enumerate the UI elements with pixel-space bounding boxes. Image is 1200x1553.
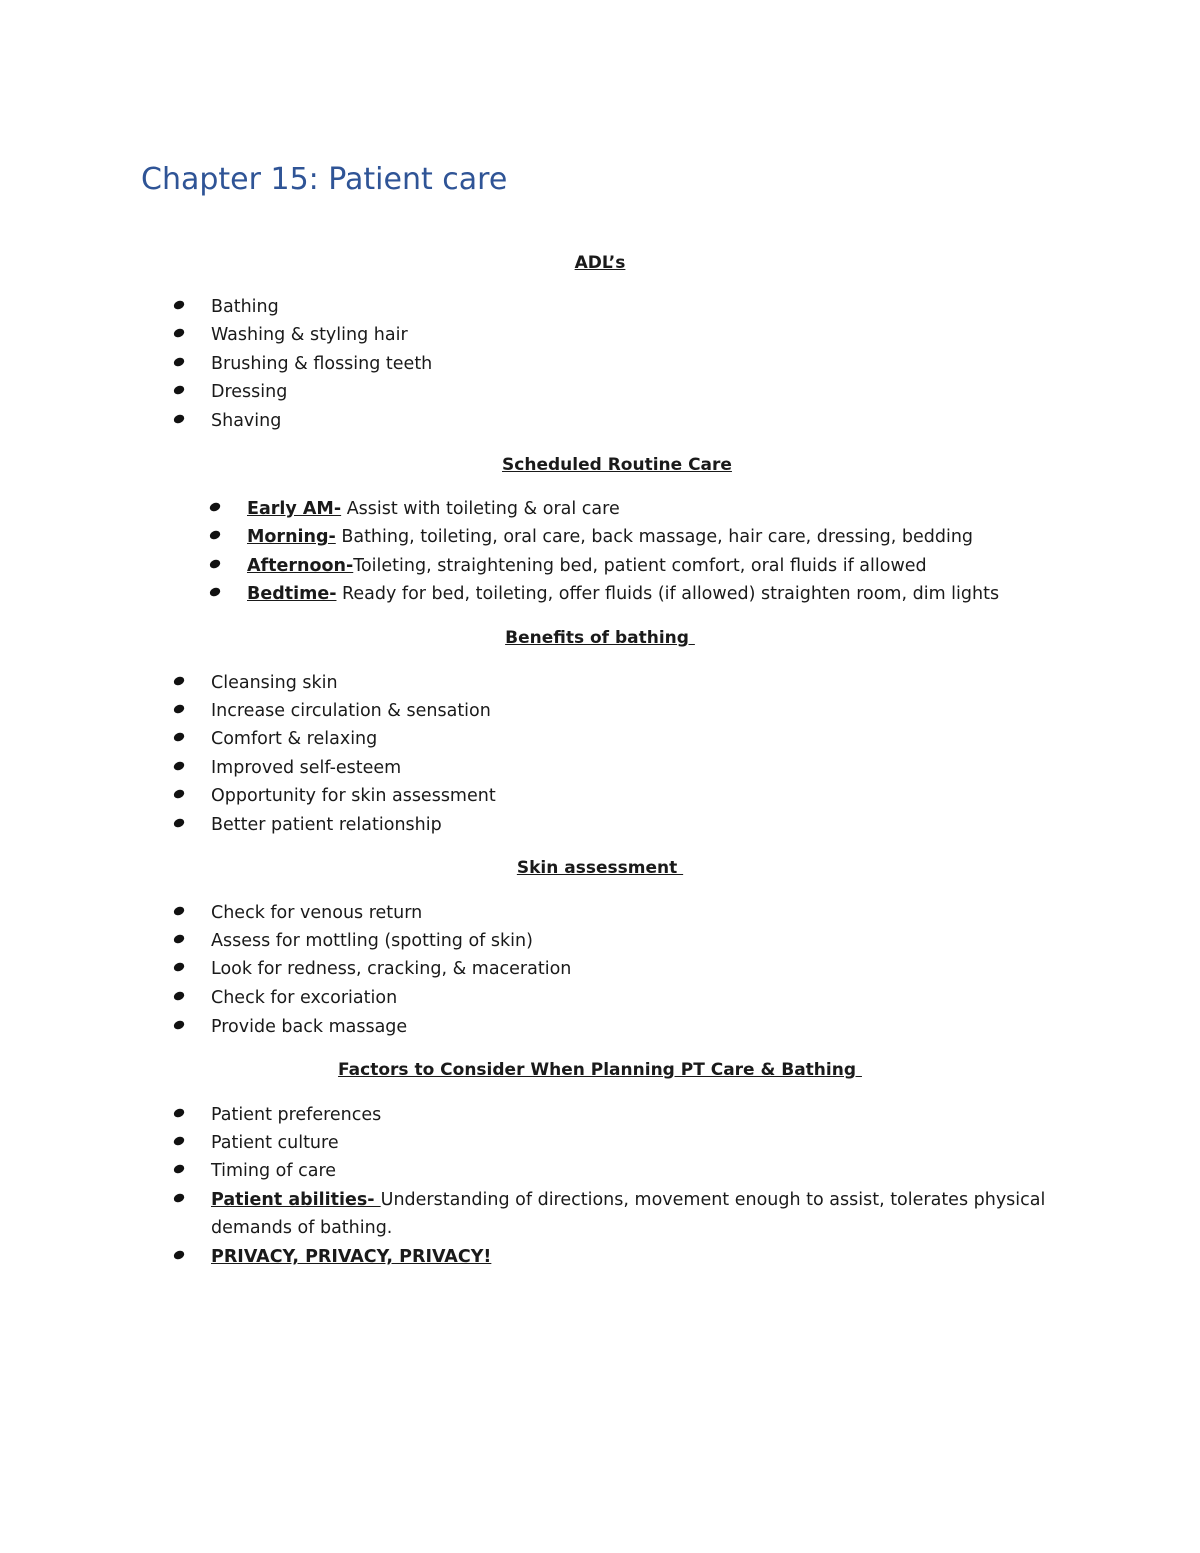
bullet-icon <box>172 731 185 743</box>
bullet-icon <box>172 788 185 800</box>
section-heading-skin-assessment: Skin assessment <box>516 858 684 878</box>
section-heading-scheduled-routine-care: Scheduled Routine Care <box>502 455 732 475</box>
item-label: Early AM- <box>247 499 342 519</box>
bullet-icon <box>172 675 185 687</box>
bullet-icon <box>172 703 185 715</box>
bullet-icon <box>172 1249 185 1261</box>
bullet-icon <box>172 327 185 339</box>
page-title: Chapter 15: Patient care <box>141 162 508 197</box>
item-text: Bathing, toileting, oral care, back massage, hair care, dressing, bedding <box>335 527 974 547</box>
list-item <box>247 526 973 548</box>
item-text: Assist with toileting & oral care <box>341 499 620 519</box>
bullet-icon <box>208 558 221 570</box>
section-heading-factors: Factors to Consider When Planning PT Care & Bathing <box>338 1060 862 1080</box>
list-item: Improved self-esteem <box>211 758 402 778</box>
bullet-icon <box>172 1107 185 1119</box>
list-item: Increase circulation & sensation <box>211 701 491 721</box>
list-item: Brushing & flossing teeth <box>211 354 433 374</box>
item-label: Patient abilities- <box>211 1190 381 1210</box>
item-text: Understanding of directions, movement enough to assist, tolerates physical <box>380 1190 1046 1210</box>
bullet-icon <box>172 1019 185 1031</box>
bullet-icon <box>208 529 221 541</box>
bullet-icon <box>172 905 185 917</box>
list-item: Timing of care <box>211 1161 337 1181</box>
section-heading-benefits-of-bathing: Benefits of bathing <box>505 628 695 648</box>
bullet-icon <box>172 933 185 945</box>
list-item <box>247 583 999 605</box>
list-item <box>211 1246 491 1268</box>
bullet-icon <box>172 760 185 772</box>
bullet-icon <box>172 356 185 368</box>
list-item <box>211 1189 1045 1211</box>
list-item: Bathing <box>211 297 279 317</box>
bullet-icon <box>208 501 221 513</box>
item-label: Afternoon- <box>247 556 354 576</box>
list-item <box>247 498 620 520</box>
list-item: Check for venous return <box>211 903 423 923</box>
list-item: Comfort & relaxing <box>211 729 378 749</box>
list-item: Washing & styling hair <box>211 325 408 345</box>
item-text: Toileting, straightening bed, patient comfort, oral fluids if allowed <box>353 556 927 576</box>
list-item <box>247 555 927 577</box>
list-item-continuation: demands of bathing. <box>211 1218 393 1238</box>
item-label: Morning- <box>247 527 336 547</box>
bullet-icon <box>172 1163 185 1175</box>
item-label: PRIVACY, PRIVACY, PRIVACY! <box>211 1247 492 1267</box>
list-item: Assess for mottling (spotting of skin) <box>211 931 533 951</box>
list-item: Patient preferences <box>211 1105 382 1125</box>
bullet-icon <box>172 817 185 829</box>
bullet-icon <box>172 299 185 311</box>
list-item: Opportunity for skin assessment <box>211 786 496 806</box>
bullet-icon <box>172 990 185 1002</box>
item-text: Ready for bed, toileting, offer fluids (if allowed) straighten room, dim lights <box>336 584 1000 604</box>
list-item: Better patient relationship <box>211 815 442 835</box>
bullet-icon <box>208 586 221 598</box>
bullet-icon <box>172 413 185 425</box>
item-label: Bedtime- <box>247 584 337 604</box>
list-item: Patient culture <box>211 1133 339 1153</box>
section-heading-adls: ADL’s <box>574 253 626 273</box>
list-item: Dressing <box>211 382 288 402</box>
list-item: Look for redness, cracking, & maceration <box>211 959 572 979</box>
list-item: Cleansing skin <box>211 673 338 693</box>
list-item: Check for excoriation <box>211 988 398 1008</box>
bullet-icon <box>172 384 185 396</box>
bullet-icon <box>172 961 185 973</box>
list-item: Provide back massage <box>211 1017 408 1037</box>
bullet-icon <box>172 1192 185 1204</box>
list-item: Shaving <box>211 411 282 431</box>
bullet-icon <box>172 1135 185 1147</box>
